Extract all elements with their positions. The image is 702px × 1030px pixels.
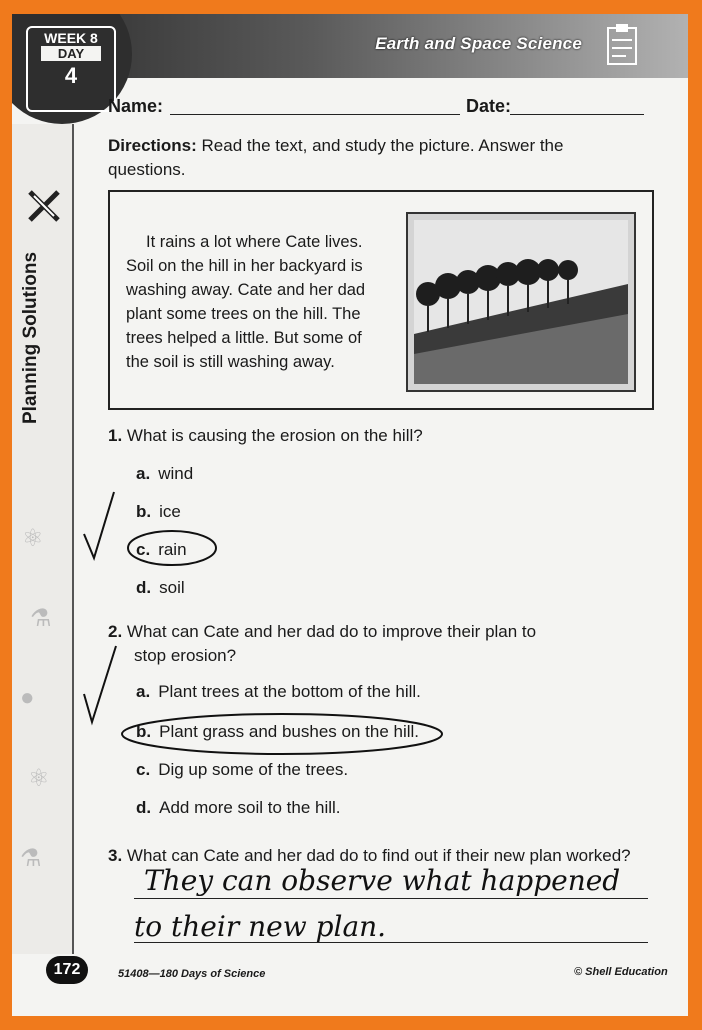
option-2c[interactable]: c. Dig up some of the trees.: [136, 760, 349, 779]
pencil-ruler-icon: [26, 188, 62, 224]
atom-doodle-icon: ⚛: [22, 525, 44, 552]
subject-title: Earth and Space Science: [375, 34, 582, 53]
book-title: 51408—180 Days of Science: [118, 968, 266, 980]
option-1c[interactable]: c. rain: [136, 540, 187, 559]
hillside-trees-photo: [406, 212, 636, 392]
worksheet-page: [12, 14, 688, 1016]
passage: [126, 230, 381, 374]
passage-line: washing away. Cate and her dad: [126, 281, 366, 299]
subject-banner: [102, 14, 688, 78]
publisher: © Shell Education: [574, 966, 668, 978]
answer-line-2[interactable]: [134, 942, 648, 943]
option-2a[interactable]: a. Plant trees at the bottom of the hill.: [136, 682, 421, 701]
directions-text: Read the text, and study the picture. Answer the: [201, 136, 564, 155]
flask-doodle-icon: ⚗: [30, 605, 52, 632]
question-number: 1.: [108, 426, 123, 445]
week-label: WEEK 8: [44, 30, 98, 46]
date-label: Date:: [466, 96, 512, 116]
passage-line: Soil on the hill in her backyard is: [126, 257, 363, 275]
directions-text-2: questions.: [108, 160, 186, 179]
handwritten-answer-line-1: They can observe what happened: [144, 864, 621, 897]
option-1a[interactable]: a. wind: [136, 464, 194, 483]
checkmark-icon: [84, 646, 116, 722]
passage-line: plant some trees on the hill. The: [126, 305, 361, 323]
checkmark-icon: [84, 492, 114, 558]
answer-line-1[interactable]: [134, 898, 648, 899]
option-2d[interactable]: d. Add more soil to the hill.: [136, 798, 341, 817]
name-field[interactable]: [170, 114, 460, 115]
question-2-text-2: stop erosion?: [134, 646, 237, 665]
sidebar: [12, 124, 74, 954]
question-1: [108, 424, 423, 448]
question-text: What can Cate and her dad do to improve their plan to: [126, 622, 537, 641]
option-1b[interactable]: b. ice: [136, 502, 181, 521]
passage-line: It rains a lot where Cate lives.: [146, 233, 363, 251]
question-number: 2.: [108, 622, 123, 641]
day-number: 4: [64, 63, 78, 88]
flask-doodle-icon: ⚗: [20, 845, 42, 872]
apple-doodle-icon: ●: [20, 684, 35, 711]
passage-line: the soil is still washing away.: [126, 353, 335, 371]
clipboard-icon: [602, 22, 642, 68]
name-label: Name:: [108, 96, 164, 116]
date-field[interactable]: [510, 114, 644, 115]
passage-line: trees helped a little. But some of: [126, 329, 362, 347]
option-1d[interactable]: d. soil: [136, 578, 185, 597]
question-text: What can Cate and her dad do to find out if their new plan worked?: [126, 846, 631, 865]
question-text: What is causing the erosion on the hill?: [126, 426, 423, 445]
day-label: DAY: [41, 46, 101, 61]
handwritten-answer-line-2: to their new plan.: [134, 910, 387, 943]
option-2b[interactable]: b. Plant grass and bushes on the hill.: [136, 722, 419, 741]
passage-box: [108, 190, 654, 410]
page-number: 172: [46, 956, 88, 984]
sidebar-title: Planning Solutions: [20, 251, 41, 424]
atom-doodle-icon: ⚛: [28, 765, 50, 792]
question-2: [108, 620, 536, 644]
question-number: 3.: [108, 846, 123, 865]
directions: [108, 134, 563, 158]
directions-label: Directions:: [108, 136, 197, 155]
